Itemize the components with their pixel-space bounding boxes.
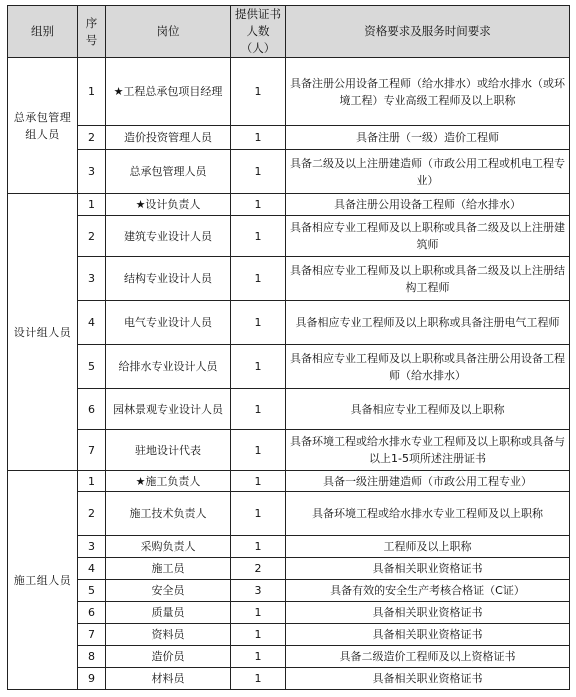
row-requirement: 具备相应专业工程师及以上职称或具备二级及以上注册建筑师 — [286, 216, 570, 257]
row-requirement: 具备环境工程或给水排水专业工程师及以上职称或具备与以上1-5项所述注册证书 — [286, 430, 570, 471]
row-count: 1 — [231, 536, 286, 558]
row-requirement: 工程师及以上职称 — [286, 536, 570, 558]
row-no: 6 — [78, 389, 106, 430]
row-no: 1 — [78, 58, 106, 126]
table-row — [8, 389, 570, 430]
row-count: 1 — [231, 345, 286, 389]
table-row — [8, 216, 570, 257]
row-requirement: 具备注册公用设备工程师（给水排水） — [286, 194, 570, 216]
table-row — [8, 668, 570, 690]
row-no: 2 — [78, 492, 106, 536]
row-requirement: 具备相应专业工程师及以上职称或具备二级及以上注册结构工程师 — [286, 257, 570, 301]
table-row — [8, 602, 570, 624]
row-count: 1 — [231, 471, 286, 492]
row-count: 1 — [231, 194, 286, 216]
header-no: 序号 — [78, 6, 106, 58]
row-post: 施工技术负责人 — [106, 492, 231, 536]
row-count: 1 — [231, 668, 286, 690]
row-requirement: 具备有效的安全生产考核合格证（C证） — [286, 580, 570, 602]
table-row — [8, 345, 570, 389]
table-row — [8, 536, 570, 558]
row-count: 1 — [231, 492, 286, 536]
table-row — [8, 624, 570, 646]
row-count: 1 — [231, 58, 286, 126]
table-row — [8, 126, 570, 150]
row-post: 园林景观专业设计人员 — [106, 389, 231, 430]
row-post: ★施工负责人 — [106, 471, 231, 492]
row-requirement: 具备二级造价工程师及以上资格证书 — [286, 646, 570, 668]
row-post: 结构专业设计人员 — [106, 257, 231, 301]
header-count: 提供证书人数（人） — [231, 6, 286, 58]
row-count: 1 — [231, 602, 286, 624]
table-row — [8, 301, 570, 345]
row-no: 7 — [78, 624, 106, 646]
row-post: 资料员 — [106, 624, 231, 646]
row-post: ★设计负责人 — [106, 194, 231, 216]
group-cell: 施工组人员 — [8, 471, 78, 690]
row-post: 质量员 — [106, 602, 231, 624]
row-post: 造价投资管理人员 — [106, 126, 231, 150]
row-post: 电气专业设计人员 — [106, 301, 231, 345]
table-row — [8, 150, 570, 194]
row-no: 9 — [78, 668, 106, 690]
row-post: 采购负责人 — [106, 536, 231, 558]
row-count: 1 — [231, 150, 286, 194]
header-requirement: 资格要求及服务时间要求 — [286, 6, 570, 58]
row-no: 2 — [78, 126, 106, 150]
row-count: 1 — [231, 126, 286, 150]
table-body — [8, 58, 570, 690]
row-count: 1 — [231, 624, 286, 646]
row-no: 1 — [78, 471, 106, 492]
row-no: 3 — [78, 257, 106, 301]
row-post: 施工员 — [106, 558, 231, 580]
table-row — [8, 257, 570, 301]
row-no: 8 — [78, 646, 106, 668]
table-row — [8, 471, 570, 492]
table-row — [8, 646, 570, 668]
table-header — [8, 6, 570, 58]
header-group: 组别 — [8, 6, 78, 58]
row-requirement: 具备注册（一级）造价工程师 — [286, 126, 570, 150]
row-count: 1 — [231, 216, 286, 257]
row-count: 1 — [231, 430, 286, 471]
row-no: 6 — [78, 602, 106, 624]
row-no: 5 — [78, 345, 106, 389]
row-no: 5 — [78, 580, 106, 602]
table-row — [8, 58, 570, 126]
table-row — [8, 580, 570, 602]
row-requirement: 具备相关职业资格证书 — [286, 558, 570, 580]
row-post: 材料员 — [106, 668, 231, 690]
row-requirement: 具备注册公用设备工程师（给水排水）或给水排水（或环境工程）专业高级工程师及以上职称 — [286, 58, 570, 126]
row-post: 总承包管理人员 — [106, 150, 231, 194]
row-requirement: 具备相应专业工程师及以上职称或具备注册公用设备工程师（给水排水） — [286, 345, 570, 389]
table-row — [8, 558, 570, 580]
table-row — [8, 194, 570, 216]
row-no: 4 — [78, 558, 106, 580]
row-post: 给排水专业设计人员 — [106, 345, 231, 389]
row-no: 7 — [78, 430, 106, 471]
row-count: 1 — [231, 301, 286, 345]
row-count: 1 — [231, 257, 286, 301]
row-post: ★工程总承包项目经理 — [106, 58, 231, 126]
qualification-table — [7, 5, 570, 690]
row-requirement: 具备相关职业资格证书 — [286, 602, 570, 624]
row-requirement: 具备相应专业工程师及以上职称或具备注册电气工程师 — [286, 301, 570, 345]
row-count: 3 — [231, 580, 286, 602]
row-no: 4 — [78, 301, 106, 345]
row-post: 造价员 — [106, 646, 231, 668]
table-row — [8, 492, 570, 536]
row-requirement: 具备一级注册建造师（市政公用工程专业） — [286, 471, 570, 492]
row-requirement: 具备环境工程或给水排水专业工程师及以上职称 — [286, 492, 570, 536]
header-post: 岗位 — [106, 6, 231, 58]
row-post: 驻地设计代表 — [106, 430, 231, 471]
group-cell: 总承包管理组人员 — [8, 58, 78, 194]
row-requirement: 具备二级及以上注册建造师（市政公用工程或机电工程专业） — [286, 150, 570, 194]
table-row — [8, 430, 570, 471]
row-no: 1 — [78, 194, 106, 216]
row-no: 3 — [78, 150, 106, 194]
row-requirement: 具备相关职业资格证书 — [286, 668, 570, 690]
row-no: 2 — [78, 216, 106, 257]
row-post: 建筑专业设计人员 — [106, 216, 231, 257]
row-requirement: 具备相关职业资格证书 — [286, 624, 570, 646]
row-no: 3 — [78, 536, 106, 558]
group-cell: 设计组人员 — [8, 194, 78, 471]
row-count: 1 — [231, 646, 286, 668]
row-count: 2 — [231, 558, 286, 580]
row-post: 安全员 — [106, 580, 231, 602]
row-count: 1 — [231, 389, 286, 430]
row-requirement: 具备相应专业工程师及以上职称 — [286, 389, 570, 430]
